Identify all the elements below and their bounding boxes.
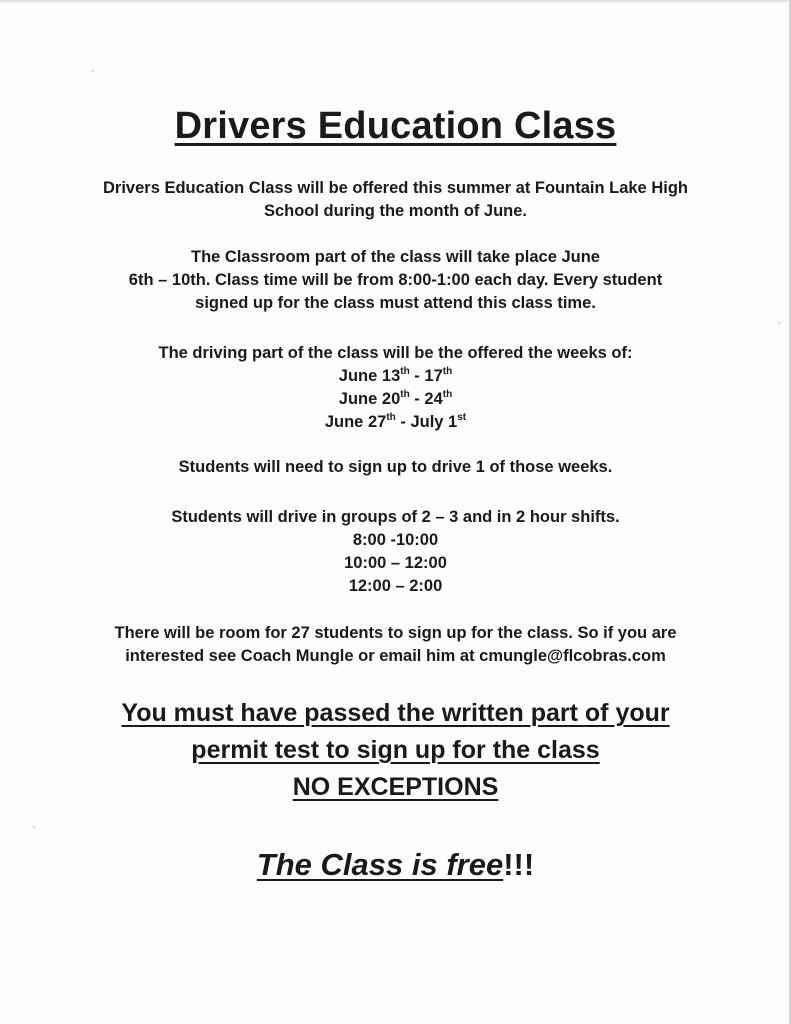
week-end-day: 1 [448,413,458,431]
week-separator: - [409,367,425,385]
free-emphasis: The Class is free [256,847,504,882]
classroom-line: The Classroom part of the class will take place June [191,248,600,266]
week-start-day: 20 [381,390,401,408]
room-line: interested see Coach Mungle or email him at cmungle@flcobras.com [125,647,666,665]
week-start-suffix: th [386,411,396,423]
requirement-line: You must have passed the written part of your [121,699,670,727]
shift-time: 8:00 -10:00 [352,531,439,549]
requirement-notice [60,695,731,806]
shifts-paragraph [60,506,731,598]
week-item [60,388,731,411]
driving-intro: The driving part of the class will be the offered the weeks of: [158,344,633,362]
no-exceptions-line: NO EXCEPTIONS [292,773,499,801]
intro-line: School during the month of June. [263,202,528,220]
shifts-intro: Students will drive in groups of 2 – 3 and in 2 hour shifts. [171,508,620,526]
week-end-suffix: th [442,365,453,377]
page-title: Drivers Education Class [174,105,617,147]
week-start-day: 27 [367,413,387,431]
requirement-line: permit test to sign up for the class [191,736,600,764]
week-separator: - [395,413,411,431]
week-end-suffix: st [457,411,467,423]
classroom-line: signed up for the class must attend this class time. [195,294,596,312]
shift-time: 10:00 – 12:00 [344,554,447,572]
shift-time: 12:00 – 2:00 [348,577,443,595]
week-separator: - [409,390,425,408]
week-end-day: 24 [424,390,443,408]
signup-week-paragraph [60,456,731,479]
week-end-month: July [410,413,449,431]
room-line: There will be room for 27 students to sign up for the class. So if you are [114,624,677,642]
week-start-day: 13 [381,367,401,385]
driving-weeks-paragraph [60,342,731,434]
week-start-month: June [324,413,364,431]
week-start-suffix: th [400,365,410,377]
scan-edge-top [0,0,791,3]
week-start-month: June [338,367,378,385]
intro-line: Drivers Education Class will be offered this summer at Fountain Lake High [103,179,688,197]
week-item [60,411,731,434]
classroom-line: 6th – 10th. Class time will be from 8:00-1:00 each day. Every student [128,271,663,289]
free-exclaim: !!! [503,847,535,882]
week-start-month: June [338,390,378,408]
room-paragraph [60,622,731,668]
scan-speck [33,826,35,828]
classroom-paragraph [60,246,731,315]
scan-speck [92,70,94,72]
intro-paragraph [60,177,731,223]
week-start-suffix: th [400,388,410,400]
week-end-day: 17 [424,367,443,385]
week-item [60,365,731,388]
signup-week-line: Students will need to sign up to drive 1 of those weeks. [178,458,613,476]
free-notice [60,843,731,887]
scan-speck [778,322,780,324]
week-end-suffix: th [442,388,453,400]
